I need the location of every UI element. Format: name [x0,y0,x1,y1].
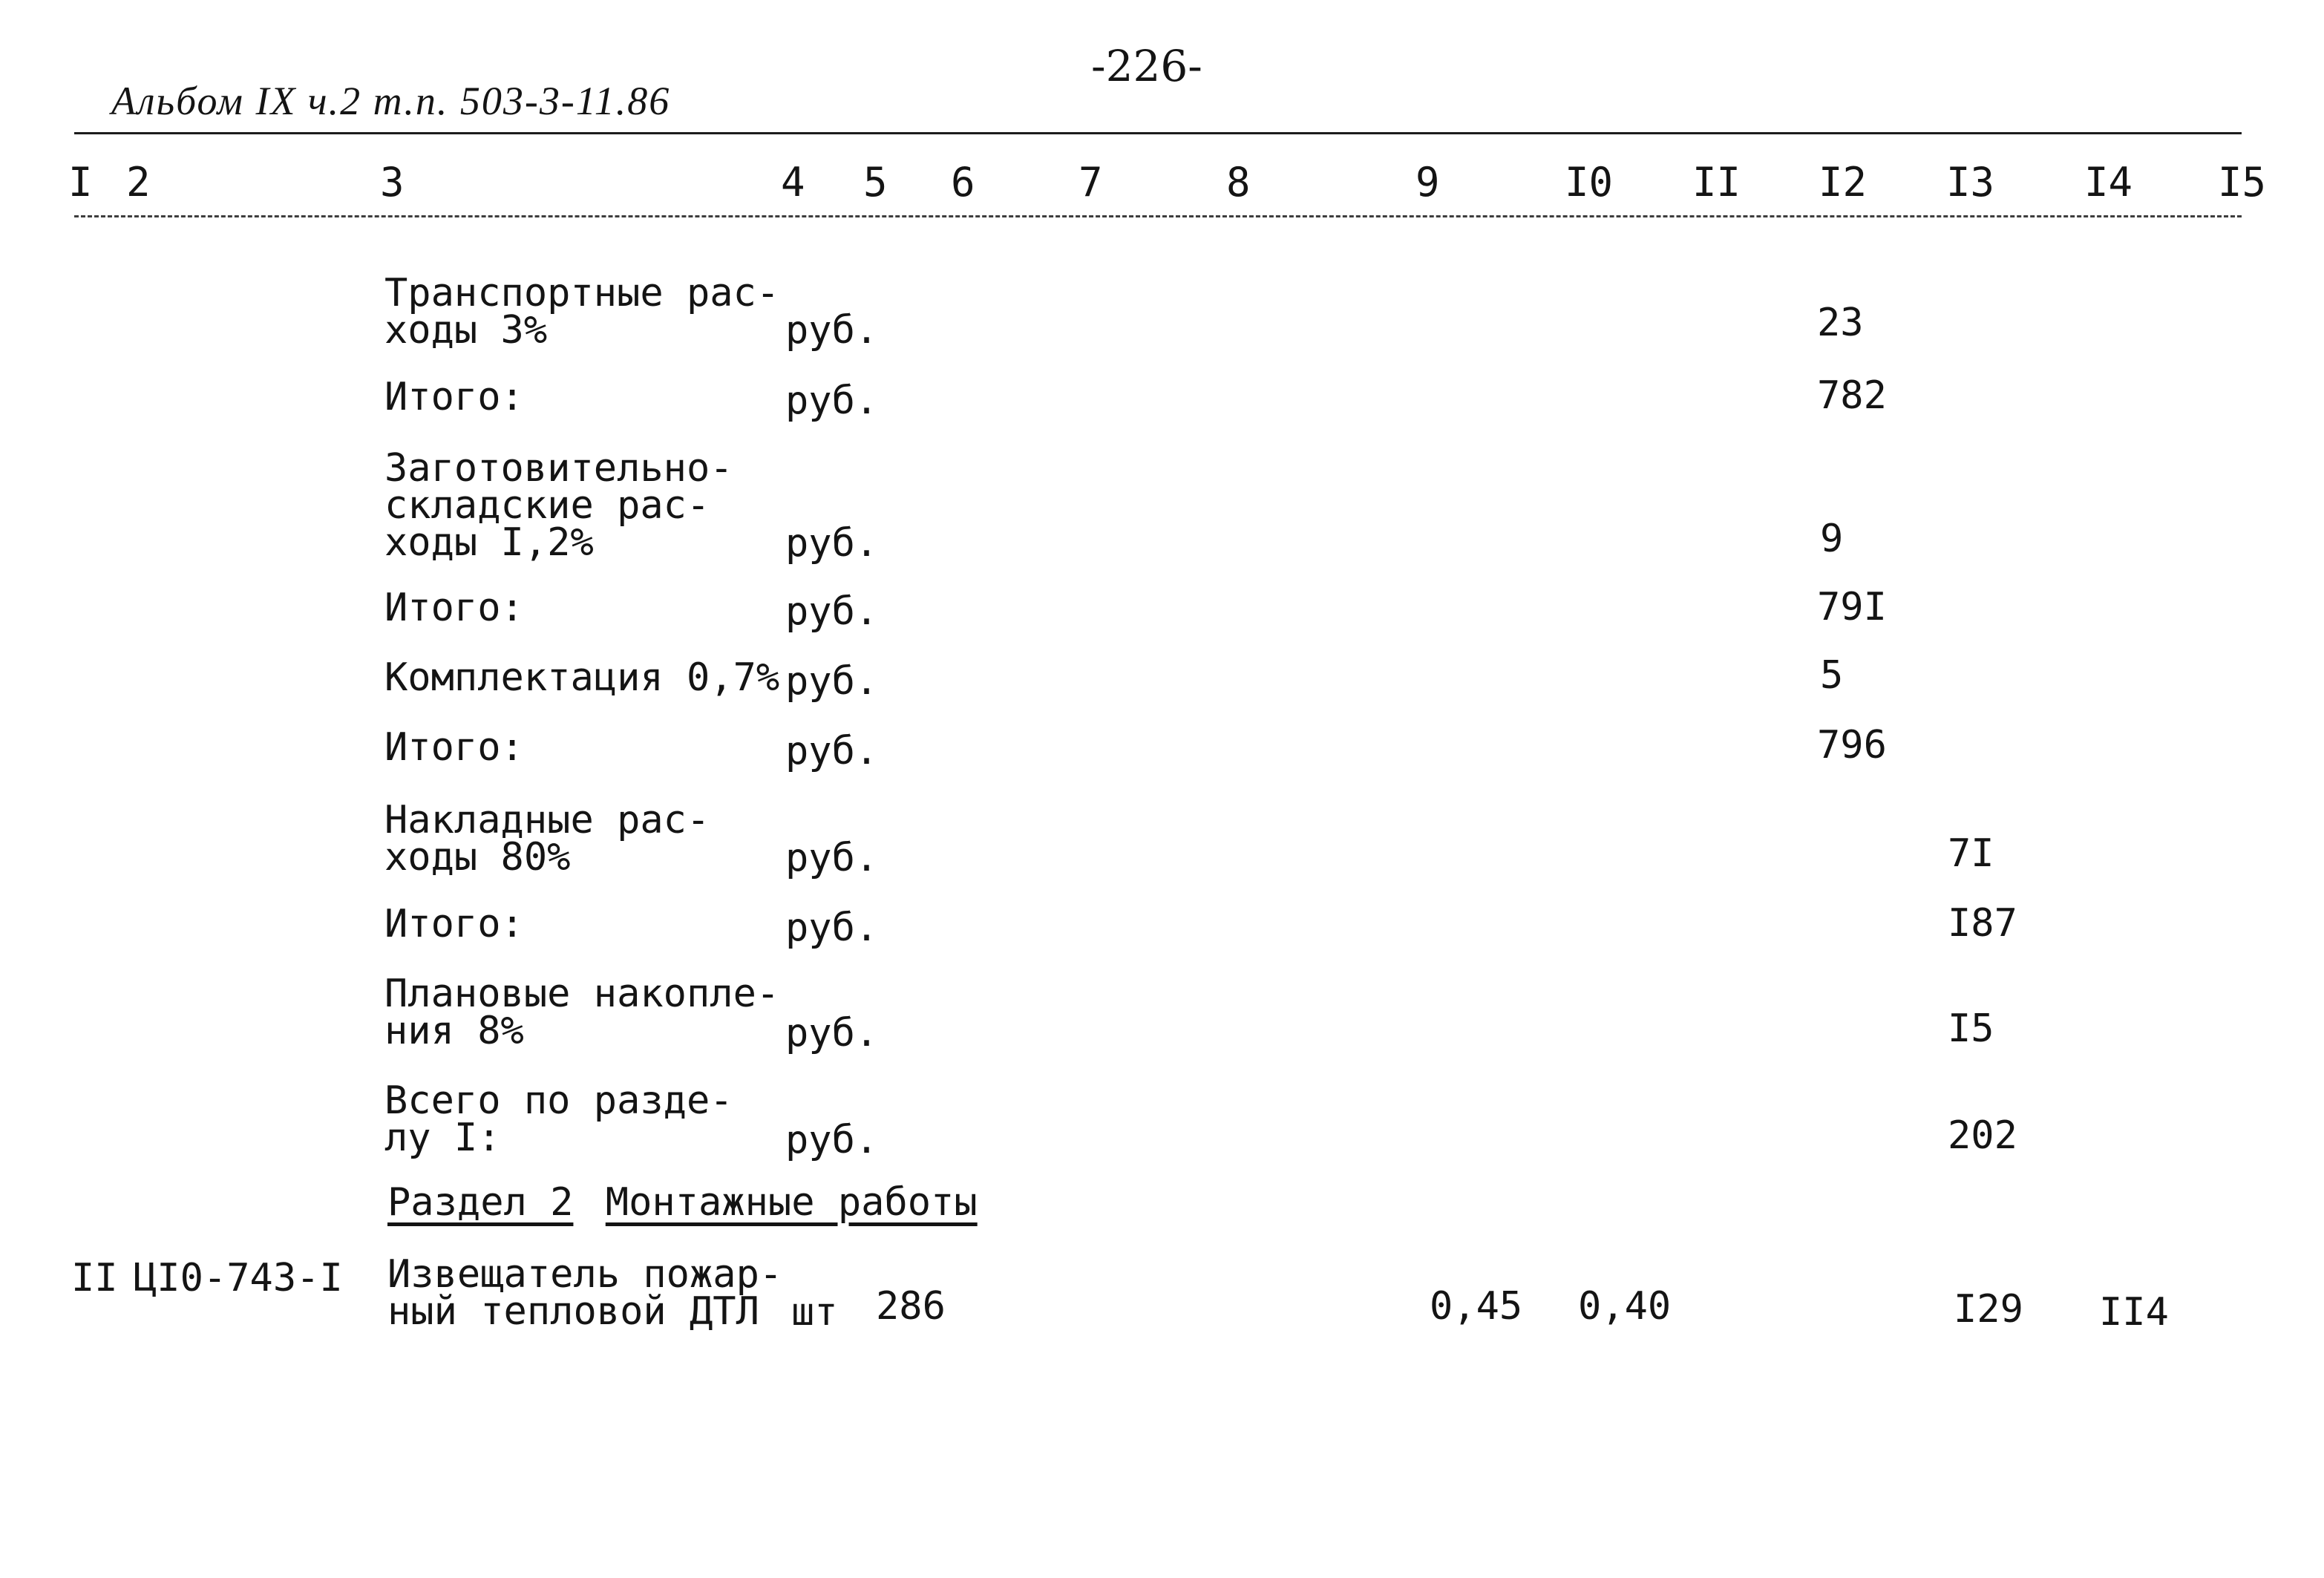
row-description: Всего по разде- лу I: [384,1078,733,1160]
row-description: Плановые накопле- ния 8% [384,972,780,1053]
row-description: Итого: [384,725,524,770]
section-heading [387,1180,978,1225]
col-num-13: I3 [1946,159,1995,206]
row-unit: руб. [785,836,879,880]
item-value-col9: 0,45 [1430,1284,1523,1329]
row-value-col13: I5 [1948,1006,1994,1051]
item-code: ЦI0-743-I [134,1256,343,1300]
row-unit: руб. [785,729,879,773]
row-unit: руб. [785,1011,879,1055]
item-value-col5: 286 [876,1284,946,1329]
item-number: II [71,1256,118,1300]
row-value-col12: 5 [1820,653,1844,698]
item-value-col14: II4 [2099,1290,2169,1335]
col-num-3: 3 [380,159,405,206]
col-num-6: 6 [951,159,975,206]
album-reference: Альбом IX ч.2 т.п. 503-3-11.86 [111,79,671,123]
row-value-col12: 9 [1820,517,1844,561]
row-description: Итого: [384,902,524,946]
col-num-4: 4 [781,159,805,206]
row-unit: руб. [785,521,879,566]
col-num-1: I [68,159,93,206]
row-description: Накладные рас- ходы 80% [384,798,710,880]
item-unit: шт [791,1290,838,1335]
row-value-col12: 782 [1817,373,1887,418]
item-description: Извещатель пожар- ный тепловой ДТЛ [387,1252,783,1334]
item-value-col13: I29 [1954,1287,2023,1332]
row-description: Заготовительно- складские рас- ходы I,2% [384,446,733,565]
col-num-9: 9 [1415,159,1440,206]
row-unit: руб. [785,1118,879,1162]
row-unit: руб. [785,308,879,353]
col-num-15: I5 [2218,159,2267,206]
col-num-8: 8 [1226,159,1251,206]
row-value-col13: I87 [1948,901,2017,946]
row-unit: руб. [785,659,879,704]
col-num-7: 7 [1078,159,1103,206]
row-unit: руб. [785,589,879,634]
row-description: Итого: [384,375,524,419]
row-unit: руб. [785,906,879,950]
header-rule-bottom [74,215,2242,217]
row-description: Комплектация 0,7% [384,655,780,700]
col-num-12: I2 [1819,159,1868,206]
row-value-col13: 202 [1948,1113,2017,1158]
row-value-col12: 23 [1817,301,1864,345]
row-unit: руб. [785,379,879,423]
section-label: Раздел 2 [387,1180,574,1225]
row-description: Транспортные рас- ходы 3% [384,271,780,353]
col-num-11: II [1692,159,1741,206]
header-rule-top [74,132,2242,134]
col-num-5: 5 [863,159,888,206]
row-description: Итого: [384,586,524,630]
section-title: Монтажные работы [605,1180,978,1225]
item-value-col10: 0,40 [1578,1284,1672,1329]
col-num-14: I4 [2084,159,2133,206]
row-value-col12: 79I [1817,585,1887,629]
row-value-col13: 7I [1948,831,1994,876]
page-number: -226- [1091,41,1202,91]
col-num-2: 2 [126,159,151,206]
col-num-10: I0 [1565,159,1614,206]
row-value-col12: 796 [1817,723,1887,767]
